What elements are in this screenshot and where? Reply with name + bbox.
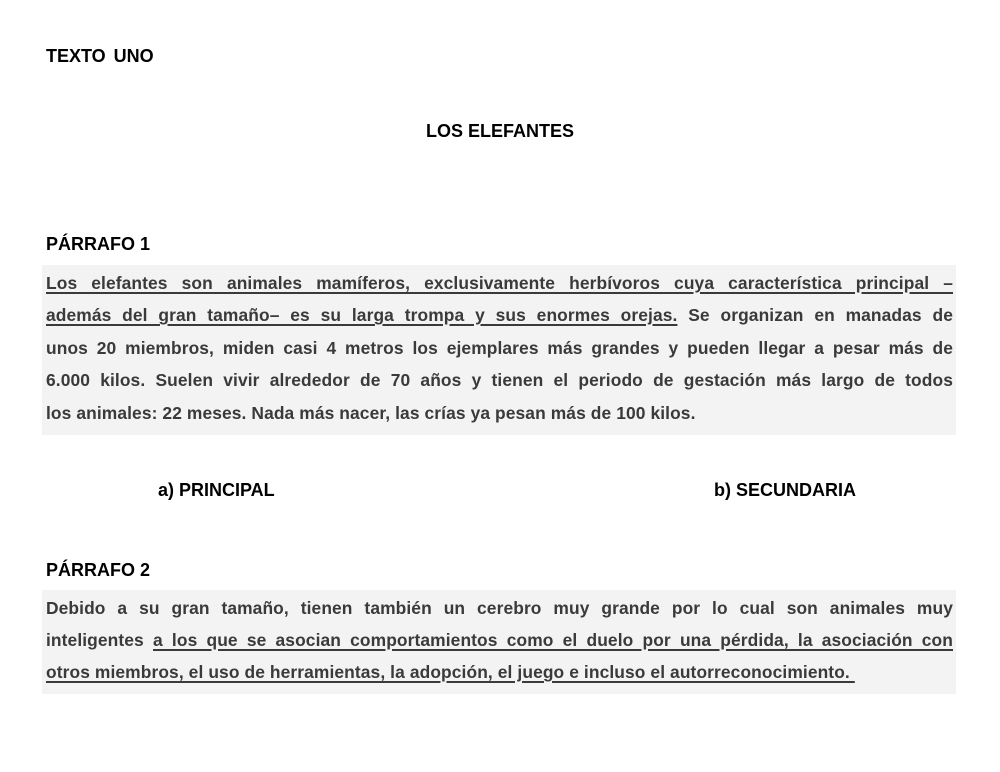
paragraph-1-text xyxy=(42,265,956,435)
document-label: TEXTO UNO xyxy=(46,46,154,66)
option-secundaria[interactable]: b) SECUNDARIA xyxy=(714,480,856,500)
paragraph-1-text-segment: Se organizan en manadas de xyxy=(688,305,953,325)
secondary-idea-underline: a los que se asocian comportamientos como el duelo por una pérdida, la asociación con xyxy=(153,630,953,650)
main-idea-underline: además del gran tamaño– es su larga trompa y sus enormes orejas. xyxy=(46,305,678,325)
paragraph-1-line-1 xyxy=(46,273,953,293)
paragraph-2-heading: PÁRRAFO 2 xyxy=(46,560,151,580)
paragraph-2-text-segment: inteligentes xyxy=(46,630,144,650)
main-idea-underline: Los elefantes son animales mamíferos, exclusivamente herbívoros cuya característica principal – xyxy=(46,273,953,293)
secondary-idea-underline: otros miembros, el uso de herramientas, la adopción, el juego e incluso el autorreconocimiento. xyxy=(46,662,855,682)
document-title: LOS ELEFANTES xyxy=(425,121,575,141)
paragraph-2-line-3 xyxy=(46,662,855,682)
paragraph-1-line-5: los animales: 22 meses. Nada más nacer, las crías ya pesan más de 100 kilos. xyxy=(46,403,696,423)
paragraph-2-text xyxy=(42,590,956,694)
paragraph-1-line-4: 6.000 kilos. Suelen vivir alrededor de 70 años y tienen el periodo de gestación más largo de todos xyxy=(46,370,953,390)
paragraph-2-line-2 xyxy=(46,630,953,650)
paragraph-2-line-1: Debido a su gran tamaño, tienen también un cerebro muy grande por lo cual son animales muy xyxy=(46,598,953,618)
paragraph-1-line-2 xyxy=(46,305,953,325)
paragraph-1-heading: PÁRRAFO 1 xyxy=(46,234,151,254)
paragraph-1-line-3: unos 20 miembros, miden casi 4 metros los ejemplares más grandes y pueden llegar a pesar más de xyxy=(46,338,953,358)
option-principal[interactable]: a) PRINCIPAL xyxy=(158,480,275,500)
